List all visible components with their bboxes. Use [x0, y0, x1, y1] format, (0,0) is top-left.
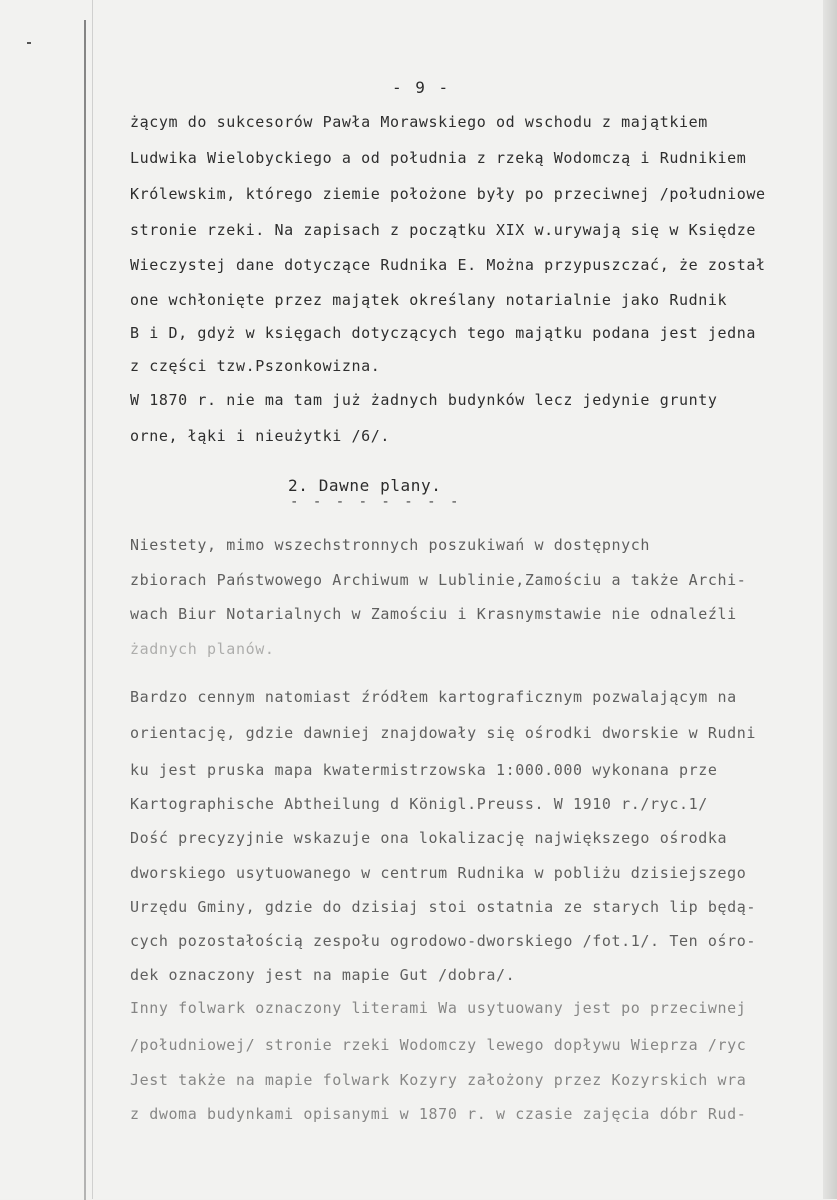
page-edge-shadow — [823, 0, 837, 1199]
text-line: Ludwika Wielobyckiego a od południa z rzeką Wodomczą i Rudnikiem — [130, 149, 747, 167]
text-line: z części tzw.Pszonkowizna. — [130, 357, 381, 375]
binding-margin-line — [84, 20, 86, 1200]
text-line: cych pozostałością zespołu ogrodowo-dworskiego /fot.1/. Ten ośro- — [130, 932, 756, 950]
text-line: orne, łąki i nieużytki /6/. — [130, 427, 391, 445]
text-line: B i D, gdyż w księgach dotyczących tego majątku podana jest jedna — [130, 324, 756, 342]
text-line: Królewskim, którego ziemie położone były po przeciwnej /południowe — [130, 185, 766, 203]
page-number: - 9 - — [392, 78, 451, 97]
text-line: /południowej/ stronie rzeki Wodomczy lewego dopływu Wieprza /ryc — [130, 1036, 747, 1054]
text-line: z dwoma budynkami opisanymi w 1870 r. w czasie zajęcia dóbr Rud- — [130, 1105, 747, 1123]
text-line: wach Biur Notarialnych w Zamościu i Krasnymstawie nie odnaleźli — [130, 605, 737, 623]
heading-underline: - - - - - - - - — [290, 494, 462, 510]
text-line: dek oznaczony jest na mapie Gut /dobra/. — [130, 966, 516, 984]
text-line: żącym do sukcesorów Pawła Morawskiego od wschodu z majątkiem — [130, 113, 708, 131]
text-line: żadnych planów. — [130, 640, 275, 658]
text-line: Kartographische Abtheilung d Königl.Preuss. W 1910 r./ryc.1/ — [130, 795, 708, 813]
text-line: Bardzo cennym natomiast źródłem kartograficznym pozwalającym na — [130, 688, 737, 706]
text-line: Wieczystej dane dotyczące Rudnika E. Można przypuszczać, że został — [130, 256, 766, 274]
text-line: W 1870 r. nie ma tam już żadnych budynków lecz jedynie grunty — [130, 391, 718, 409]
binding-margin-shadow — [92, 0, 93, 1199]
punch-mark — [27, 42, 31, 44]
text-line: orientację, gdzie dawniej znajdowały się ośrodki dworskie w Rudni — [130, 724, 756, 742]
text-line: Dość precyzyjnie wskazuje ona lokalizację największego ośrodka — [130, 829, 728, 847]
text-line: zbiorach Państwowego Archiwum w Lublinie,Zamościu a także Archi- — [130, 571, 747, 589]
text-line: ku jest pruska mapa kwatermistrzowska 1:000.000 wykonana prze — [130, 761, 718, 779]
text-line: Jest także na mapie folwark Kozyry założony przez Kozyrskich wra — [130, 1071, 747, 1089]
text-line: one wchłonięte przez majątek określany notarialnie jako Rudnik — [130, 291, 728, 309]
text-line: Inny folwark oznaczony literami Wa usytuowany jest po przeciwnej — [130, 999, 747, 1017]
section-heading: 2. Dawne plany. — [288, 476, 442, 495]
text-line: stronie rzeki. Na zapisach z początku XIX w.urywają się w Księdze — [130, 221, 756, 239]
text-line: Niestety, mimo wszechstronnych poszukiwań w dostępnych — [130, 536, 651, 554]
text-line: Urzędu Gminy, gdzie do dzisiaj stoi ostatnia ze starych lip będą- — [130, 898, 756, 916]
text-line: dworskiego usytuowanego w centrum Rudnika w pobliżu dzisiejszego — [130, 864, 747, 882]
